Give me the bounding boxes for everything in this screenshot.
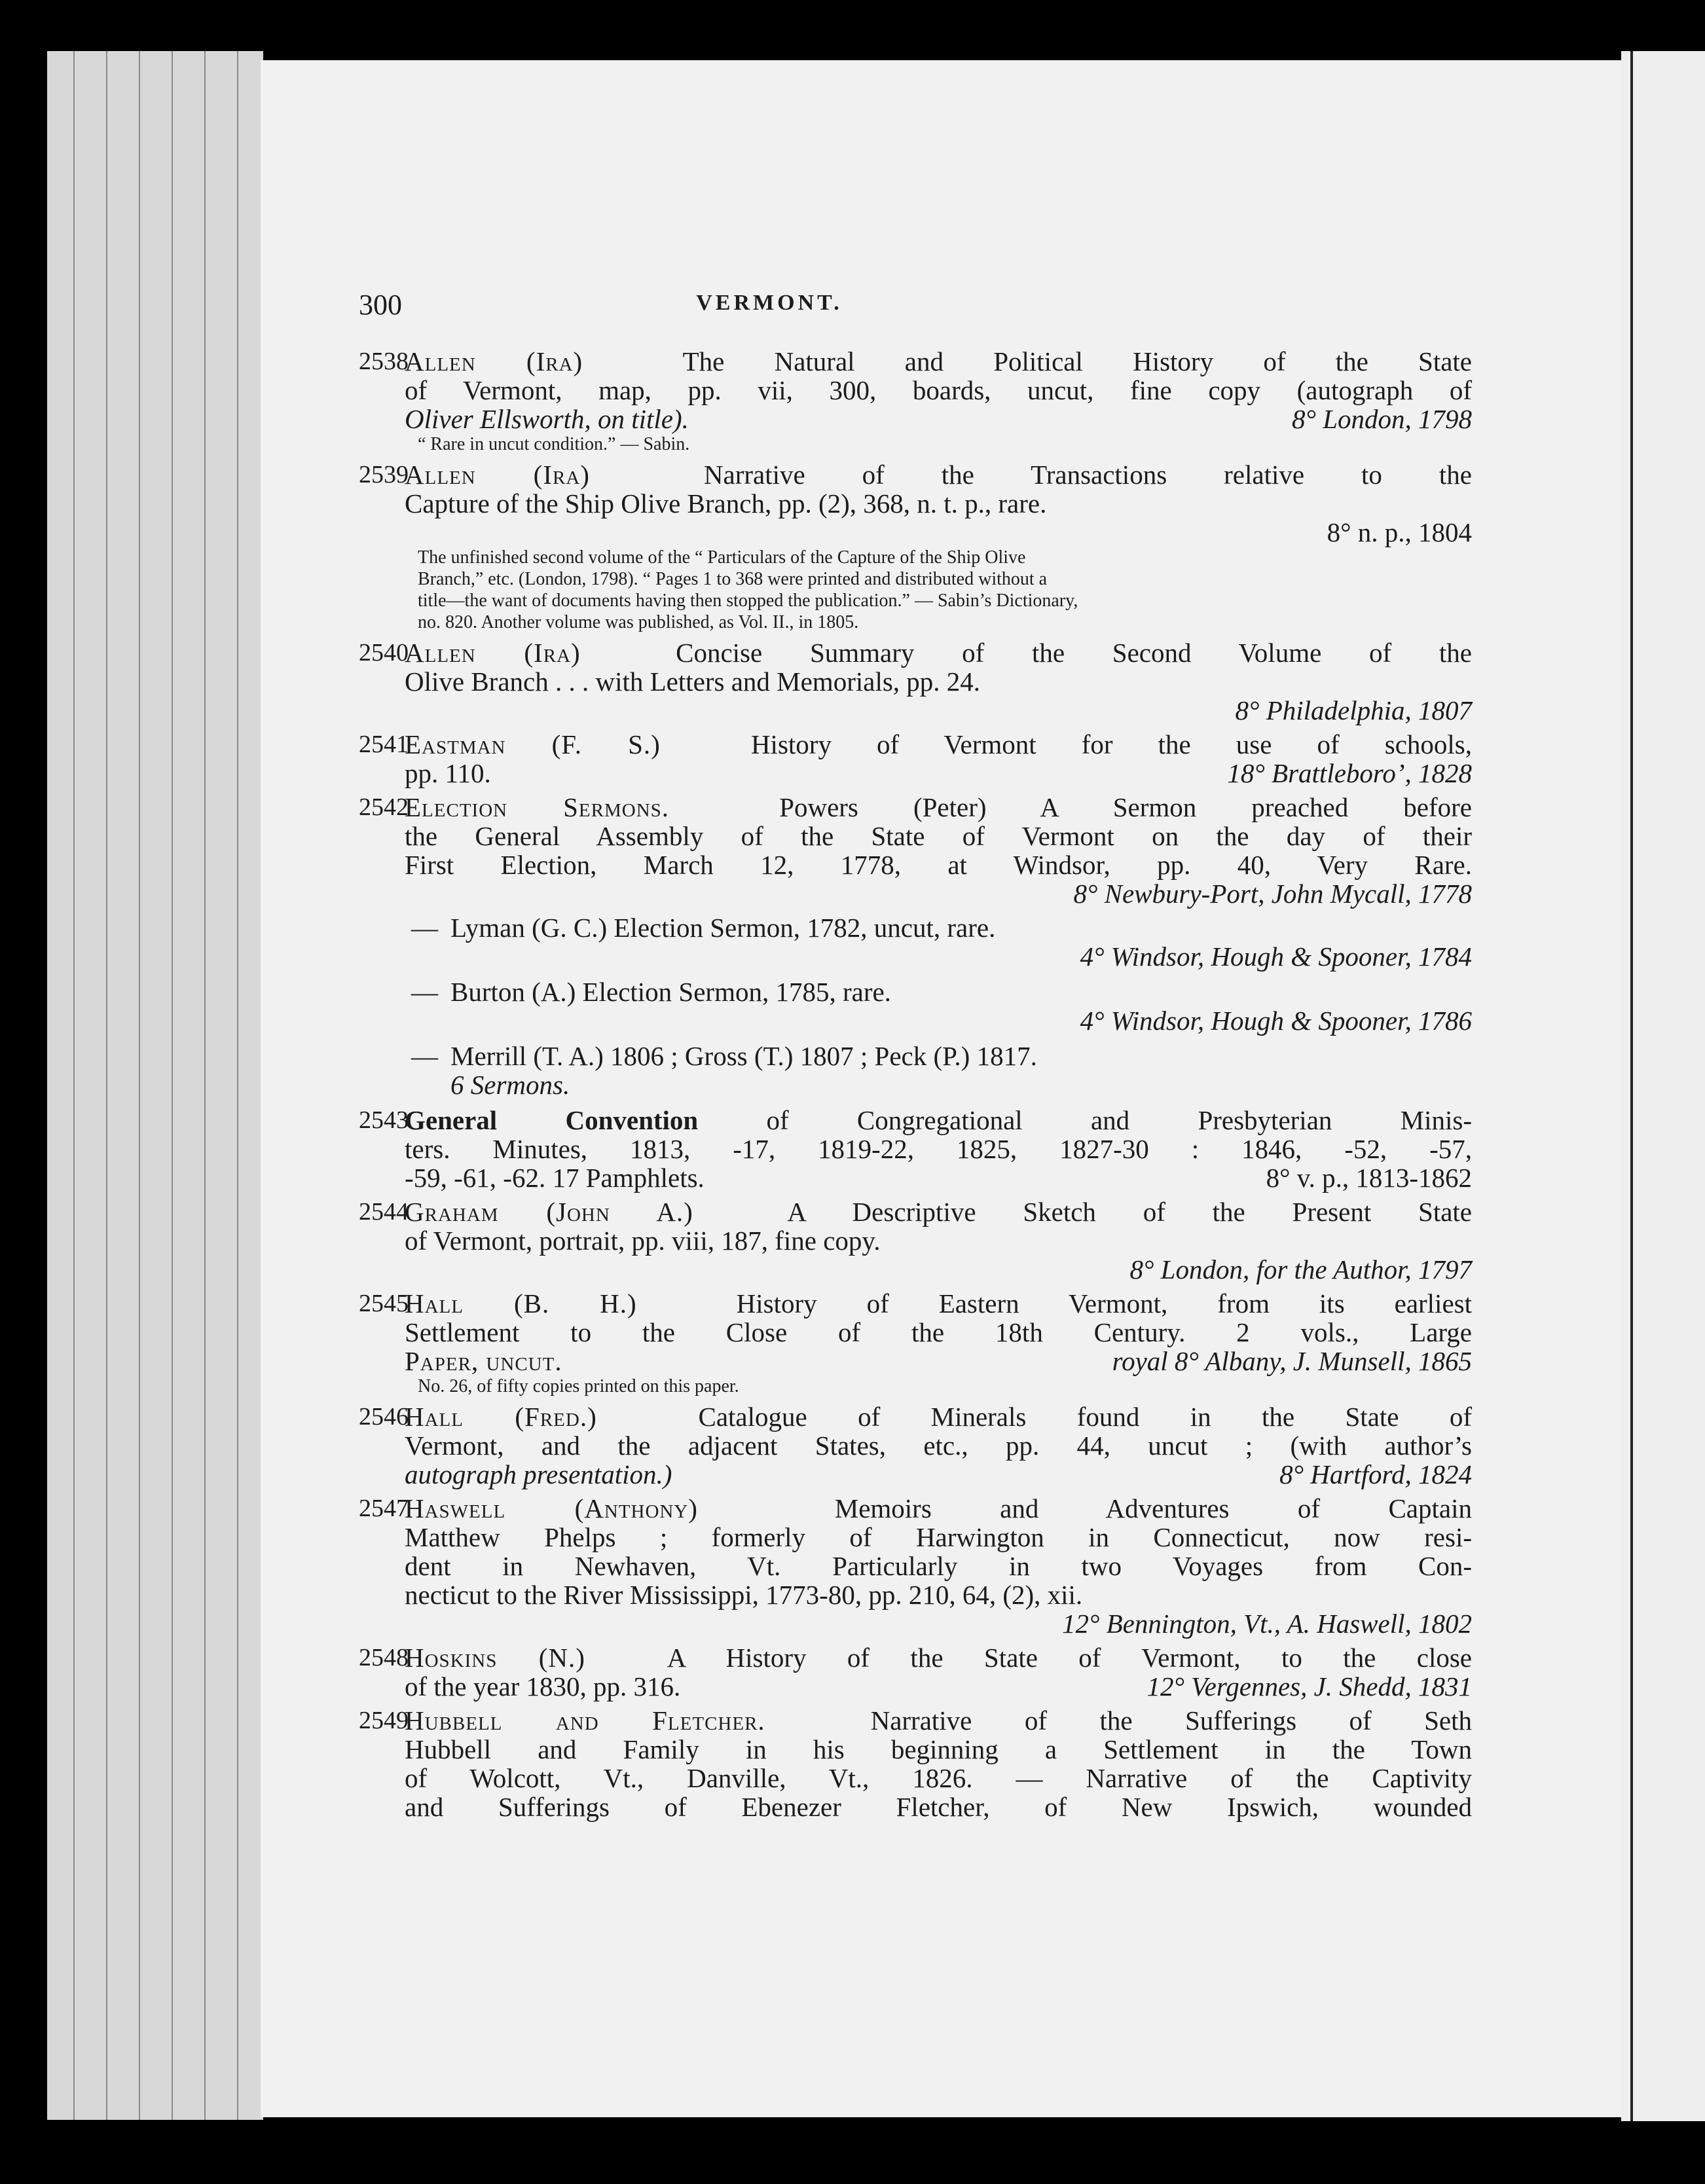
entry-note: “ Rare in uncut condition.” — Sabin.: [418, 434, 690, 454]
entry-title: Concise Summary of the Second Volume of the: [676, 638, 1472, 668]
page-leaf: [139, 51, 140, 2120]
entry-line: Settlement to the Close of the 18th Century. 2 vols., Large: [405, 1317, 1472, 1347]
entry-number: 2547: [359, 1495, 409, 1522]
sub-entry-imprint: 4° Windsor, Hough & Spooner, 1786: [1080, 1006, 1472, 1036]
entry-author: Allen (Ira): [405, 460, 590, 490]
entry-line: Vermont, and the adjacent States, etc., pp. 44, uncut ; (with author’s: [405, 1430, 1472, 1461]
entry-note-line: The unfinished second volume of the “ Particulars of the Capture of the Ship Olive: [418, 547, 1026, 568]
entry-author: Hoskins (N.): [405, 1643, 585, 1673]
entry-line: Olive Branch . . . with Letters and Memorials, pp. 24.: [405, 666, 981, 697]
entry-line: necticut to the River Mississippi, 1773-80, pp. 210, 64, (2), xii.: [405, 1580, 1083, 1610]
sub-entry-text: Merrill (T. A.) 1806 ; Gross (T.) 1807 ; Peck (P.) 1817.: [450, 1041, 1037, 1071]
sub-entry-text: Lyman (G. C.) Election Sermon, 1782, uncut, rare.: [450, 913, 996, 943]
sub-entry-continuation: 6 Sermons.: [450, 1070, 570, 1100]
sub-entry: — Lyman (G. C.) Election Sermon, 1782, uncut, rare. 4° Windsor, Hough & Spooner, 1784: [411, 913, 1472, 972]
page-leaf: [204, 51, 206, 2120]
entry-line: ters. Minutes, 1813, -17, 1819-22, 1825, 1827-30 : 1846, -52, -57,: [405, 1134, 1472, 1164]
entry-line: autograph presentation.): [405, 1459, 672, 1489]
catalogue-entry: [359, 1706, 1472, 1821]
page-number: 300: [359, 289, 402, 321]
entry-author: Hubbell and Fletcher.: [405, 1705, 765, 1736]
catalogue-entry: [359, 347, 1472, 455]
entry-author: Haswell (Anthony): [405, 1493, 698, 1523]
entry-line: dent in Newhaven, Vt. Particularly in two Voyages from Con-: [405, 1551, 1472, 1581]
entry-line: of the year 1830, pp. 316.: [405, 1671, 681, 1702]
entry-number: 2546: [359, 1403, 409, 1430]
entry-title: Catalogue of Minerals found in the State of: [698, 1402, 1473, 1432]
entry-number: 2538: [359, 348, 409, 375]
entry-author: General Convention: [405, 1105, 699, 1135]
entry-line: Matthew Phelps ; formerly of Harwington in Connecticut, now resi-: [405, 1522, 1472, 1552]
entry-number: 2542: [359, 793, 409, 821]
entry-line: the General Assembly of the State of Vermont on the day of their: [405, 821, 1472, 851]
sub-entry-imprint: 4° Windsor, Hough & Spooner, 1784: [1080, 941, 1472, 972]
entry-line: Hubbell and Family in his beginning a Settlement in the Town: [405, 1734, 1472, 1764]
entry-title: History of Eastern Vermont, from its earliest: [736, 1288, 1472, 1319]
entry-imprint: 8° Philadelphia, 1807: [1235, 695, 1472, 725]
entry-imprint: 12° Vergennes, J. Shedd, 1831: [1146, 1671, 1472, 1702]
page-leaf: [237, 51, 238, 2120]
entry-number: 2541: [359, 731, 409, 758]
catalogue-entry: [359, 1402, 1472, 1489]
page-leaf: [106, 51, 107, 2120]
entry-title: The Natural and Political History of the State: [682, 346, 1472, 376]
entry-line: First Election, March 12, 1778, at Windsor, pp. 40, Very Rare.: [405, 850, 1472, 880]
entry-title: of Congregational and Presbyterian Minis-: [766, 1105, 1473, 1135]
entry-imprint: 8° Hartford, 1824: [1279, 1459, 1472, 1489]
entry-imprint: 8° London, 1798: [1292, 404, 1472, 434]
entry-line: of Vermont, map, pp. vii, 300, boards, uncut, fine copy (autograph of: [405, 375, 1472, 405]
entry-imprint: 12° Bennington, Vt., A. Haswell, 1802: [1061, 1609, 1472, 1639]
entry-author: Election Sermons.: [405, 792, 670, 822]
page-leaf: [73, 51, 75, 2120]
entry-author: Allen (Ira): [405, 638, 581, 668]
sub-entry: — Merrill (T. A.) 1806 ; Gross (T.) 1807 ; Peck (P.) 1817. 6 Sermons.: [411, 1042, 1472, 1099]
page-leaf: [172, 51, 173, 2120]
entry-author: Hall (Fred.): [405, 1402, 597, 1432]
entry-number: 2540: [359, 639, 409, 666]
entry-title: Powers (Peter) A Sermon preached before: [779, 792, 1473, 822]
entry-note: No. 26, of fifty copies printed on this paper.: [418, 1376, 739, 1396]
entry-imprint: 8° n. p., 1804: [1327, 517, 1472, 547]
catalogue-entry: [359, 1106, 1472, 1192]
entry-number: 2545: [359, 1290, 409, 1317]
catalogue-entry: [359, 793, 1472, 908]
entry-line: -59, -61, -62. 17 Pamphlets.: [405, 1163, 705, 1193]
entry-author: Eastman (F. S.): [405, 729, 661, 759]
entry-line: of Vermont, portrait, pp. viii, 187, fine copy.: [405, 1226, 881, 1256]
entry-title: Narrative of the Sufferings of Seth: [870, 1705, 1473, 1736]
entry-note-line: no. 820. Another volume was published, as Vol. II., in 1805.: [418, 612, 859, 632]
entry-imprint: 8° London, for the Author, 1797: [1129, 1254, 1472, 1284]
entry-author: Graham (John A.): [405, 1197, 693, 1227]
entry-line: Paper, uncut.: [405, 1346, 562, 1376]
facing-page-edge: [1621, 51, 1705, 2121]
catalogue-entry: [359, 638, 1472, 725]
page-header: [359, 288, 1472, 334]
entry-imprint: 8° v. p., 1813-1862: [1266, 1163, 1472, 1193]
entry-author: Allen (Ira): [405, 346, 583, 376]
catalogue-entry: [359, 1643, 1472, 1701]
sub-entry: — Burton (A.) Election Sermon, 1785, rare. 4° Windsor, Hough & Spooner, 1786: [411, 977, 1472, 1036]
entry-title: A Descriptive Sketch of the Present State: [787, 1197, 1472, 1227]
running-head: VERMONT.: [696, 291, 843, 315]
catalogue-entry: [359, 1494, 1472, 1638]
catalogue-entry: [359, 1289, 1472, 1397]
entry-line: and Sufferings of Ebenezer Fletcher, of New Ipswich, wounded: [405, 1792, 1472, 1822]
entry-imprint: 18° Brattleboro’, 1828: [1227, 758, 1472, 788]
catalogue-entry: [359, 460, 1472, 633]
entry-number: 2544: [359, 1198, 409, 1226]
entry-imprint: royal 8° Albany, J. Munsell, 1865: [1112, 1346, 1472, 1376]
catalogue-entry: [359, 730, 1472, 788]
entry-author: Hall (B. H.): [405, 1288, 637, 1319]
entry-title: A History of the State of Vermont, to the close: [667, 1643, 1472, 1673]
entry-line: Capture of the Ship Olive Branch, pp. (2), 368, n. t. p., rare.: [405, 488, 1047, 519]
entry-title: Narrative of the Transactions relative to the: [703, 460, 1472, 490]
entry-number: 2543: [359, 1106, 409, 1134]
entry-note-line: Branch,” etc. (London, 1798). “ Pages 1 to 368 were printed and distributed without a: [418, 569, 1048, 589]
entry-line: pp. 110.: [405, 758, 491, 788]
entry-title: History of Vermont for the use of schools,: [750, 729, 1473, 759]
entry-number: 2548: [359, 1644, 409, 1671]
entry-imprint: 8° Newbury-Port, John Mycall, 1778: [1073, 879, 1472, 909]
entry-title: Memoirs and Adventures of Captain: [834, 1493, 1472, 1523]
catalogue-entry: [359, 1197, 1472, 1284]
sub-entry-text: Burton (A.) Election Sermon, 1785, rare.: [450, 977, 891, 1007]
entry-note-line: title—the want of documents having then stopped the publication.” — Sabin’s Dictionary,: [418, 591, 1078, 611]
entry-number: 2549: [359, 1707, 409, 1734]
entry-line: Oliver Ellsworth, on title).: [405, 404, 689, 434]
entry-line: of Wolcott, Vt., Danville, Vt., 1826. — Narrative of the Captivity: [405, 1763, 1472, 1793]
catalogue-entries: [359, 347, 1472, 1827]
gutter-rule: [1630, 51, 1633, 2121]
page-stack-left-edge: [47, 51, 263, 2120]
entry-number: 2539: [359, 461, 409, 488]
